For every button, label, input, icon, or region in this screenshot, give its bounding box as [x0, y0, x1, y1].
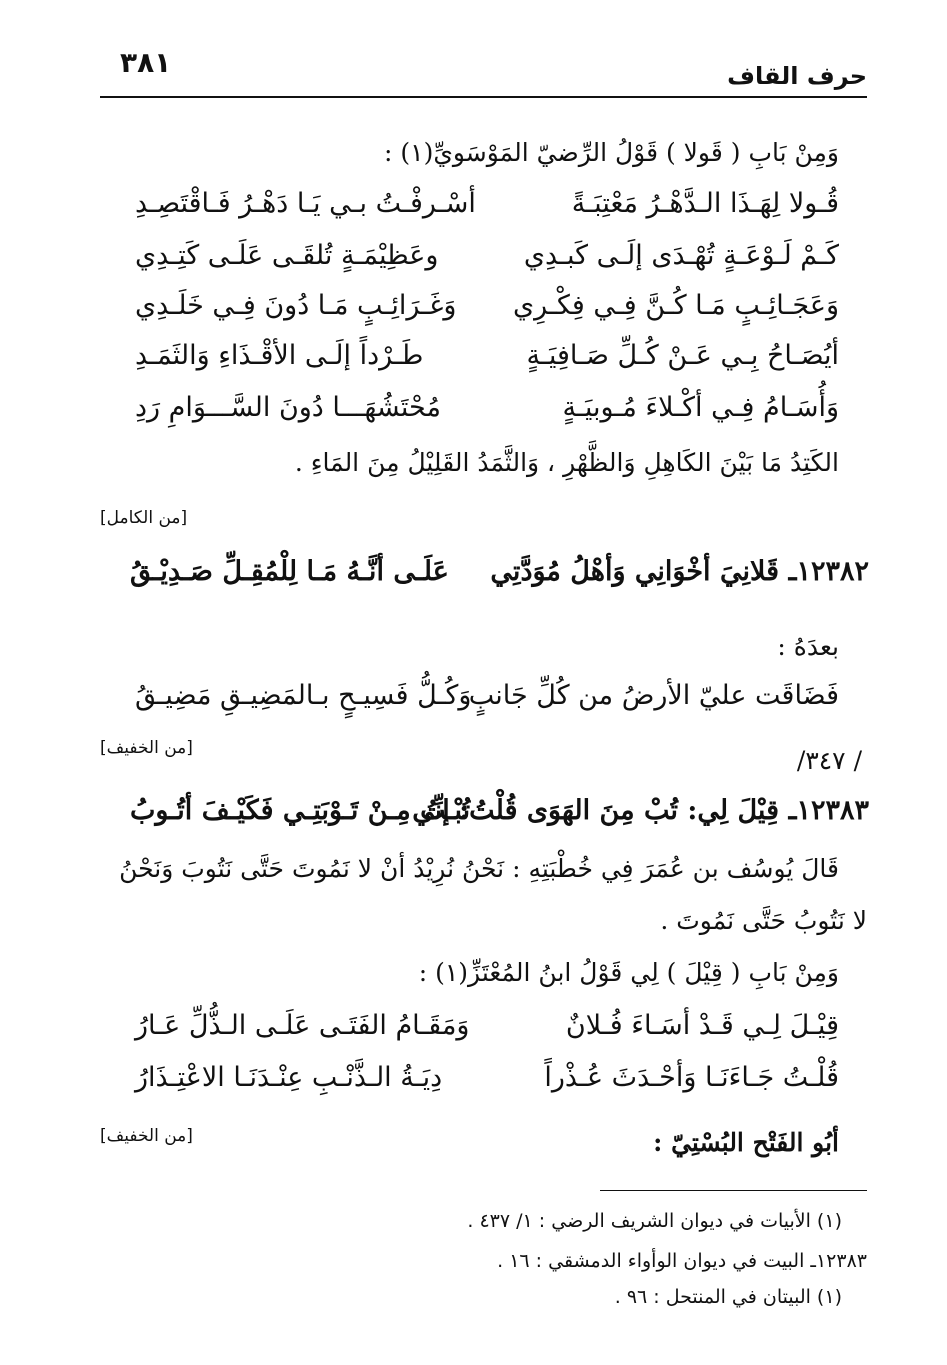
poem1-hemistich-right: أيُصَـاحُ بِـي عَـنْ كُـلِّ صَـافِيَـةٍ: [526, 340, 839, 371]
poem2-hemistich-left: وَمَقَـامُ الفَتَـى عَلَـى الـذُّلِّ عَـارُ: [135, 1010, 470, 1041]
footnote: ١٢٣٨٣ـ البيت في ديوان الوأواء الدمشقي : ١٦ .: [497, 1250, 867, 1272]
page-number: ٣٨١: [120, 46, 172, 79]
poem1-hemistich-left: طَـرْداً إلَـى الأقْـذَاءِ وَالثَمَـدِ: [135, 340, 424, 371]
page-reference: / ٣٤٧/: [796, 746, 862, 775]
meter-label: [من الخفيف]: [100, 738, 193, 758]
gloss: الكَتِدُ مَا بَيْنَ الكَاهِلِ وَالظَّهْرِ ، وَالثَّمَدُ القَلِيْلُ مِنَ المَاءِ .: [294, 448, 839, 477]
poem1-hemistich-left: أسْـرفْـتُ بـي يَـا دَهْـرُ فَـاقْتَصِـدِ: [135, 188, 476, 219]
intro-radi: وَمِنْ بَابِ ( قَولا ) قَوْلُ الرِّضيّ المَوْسَويِّ(١) :: [384, 138, 839, 167]
meter-label: [من الخفيف]: [100, 1126, 193, 1146]
verse-hemistich-right: قَلانِيَ أخْوَانِي وَأهْلُ مُوَدَّتِي: [490, 556, 779, 587]
verse-hemistich-left: عَلَـى أنَّـهُ مَـا لِلْمُقِـلِّ صَـدِيْـقُ: [130, 556, 449, 587]
verse-hemistich-right: قِيْلَ لِي: تُبْ مِنَ الهَوَى قُلْتُ: إنِّي: [412, 795, 779, 826]
prose-line: قَالَ يُوسُف بن عُمَرَ فِي خُطْبَتِهِ : نَحْنُ نُرِيْدُ أنْ لا نَمُوتَ حَتَّى نَتُوبَ وَنَحْنُ: [119, 854, 839, 883]
poem1-hemistich-right: كَـمْ لَـوْعَـةٍ تُهْـدَى إلَـى كَبـدِي: [523, 240, 839, 271]
header-divider: [100, 96, 867, 98]
poem1-hemistich-right: وَعَجَـائِـبٍ مَـا كُـنَّ فِـي فِكْـرِي: [513, 290, 839, 321]
poem1-hemistich-left: وَغَـرَائِـبٍ مَـا دُونَ فِـي خَلَـدِي: [135, 290, 457, 321]
poem1-hemistich-left: وعَظِيْمَـةٍ تُلقَـى عَلَـى كَتِـدِي: [135, 240, 439, 271]
poem2-hemistich-left: دِيَـةُ الـذَّنْـبِ عِنْـدَنَـا الاعْتِـذَارُ: [135, 1062, 443, 1093]
poem1-hemistich-right: وَأُسَـامُ فِـي أكْـلاءَ مُـوبيَـةٍ: [562, 392, 839, 423]
poem2-hemistich-right: قِيْـلَ لِـي قَـدْ أسَـاءَ فُـلانٌ: [565, 1010, 839, 1041]
verse-number: ١٢٣٨٣ـ: [788, 795, 869, 826]
poem2-hemistich-right: قُلْـتُ جَـاءَنَـا وَأحْـدَثَ عُـذْراً: [544, 1062, 839, 1093]
footnote: (١) الأبيات في ديوان الشريف الرضي : ١/ ٤٣٧ .: [467, 1210, 842, 1232]
verse-hemistich-right: فَضَاقَت عليّ الأرضُ من كُلِّ جَانبٍ: [468, 680, 839, 711]
poem1-hemistich-right: قُـولا لِهَـذَا الـدَّهْـرُ مَعْتِبَـةً: [571, 188, 839, 219]
author-heading: أبُو الفَتْح البُسْتِيّ :: [653, 1128, 839, 1157]
chapter-title: حرف القاف: [727, 62, 867, 90]
footnote-divider: [600, 1190, 867, 1191]
verse-number: ١٢٣٨٢ـ: [788, 556, 869, 587]
verse-hemistich-left: تُبْـتُ مِـنْ تَـوْبَتِـي فَكَيْـفَ أتُـوبُ: [130, 795, 471, 826]
after-label: بعدَهُ :: [777, 632, 839, 661]
poem1-hemistich-left: مُحْتَشُهَـــا دُونَ السَّـــوَامِ رَدِ: [135, 392, 441, 423]
verse-hemistich-left: وَكُـلُّ فَسِيـحٍ بـالمَضِيـقِ مَضِيـقُ: [135, 680, 472, 711]
intro-ibn-mutazz: وَمِنْ بَابِ ( قِيْلَ ) لِي قَوْلُ ابنُ المُعْتَزِّ(١) :: [418, 958, 839, 987]
meter-label: [من الكامل]: [100, 508, 188, 528]
prose-line: لا نَتُوبُ حَتَّى نَمُوتَ .: [660, 906, 867, 935]
footnote: (١) البيتان في المنتحل : ٩٦ .: [614, 1286, 842, 1308]
